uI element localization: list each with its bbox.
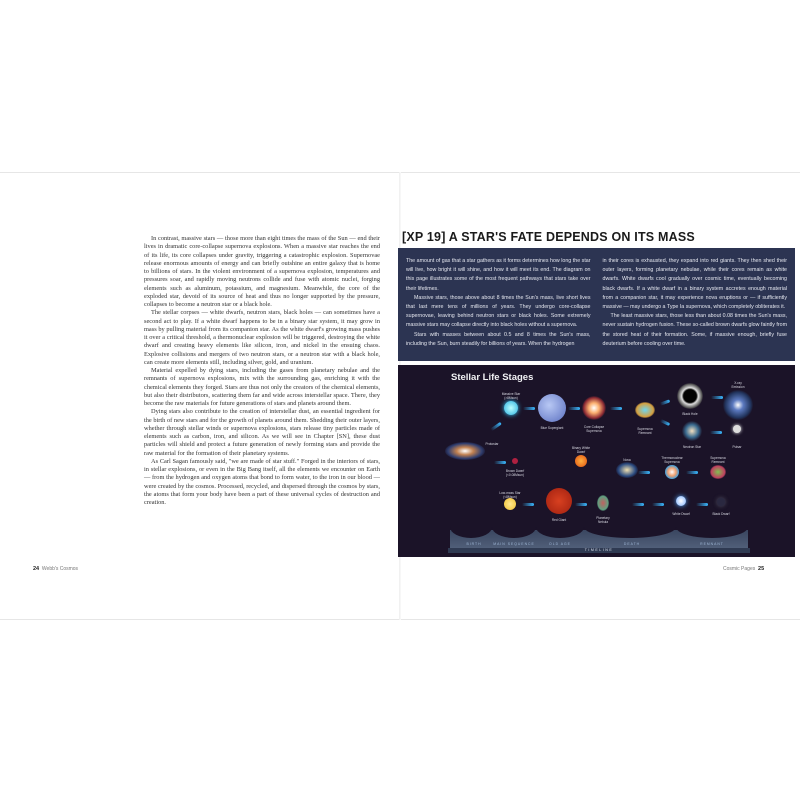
arrow-icon [575,503,587,506]
intro-column-2 [603,257,788,361]
arrow-icon [652,503,664,506]
label-pulsar: Pulsar [732,445,742,449]
arrow-icon [523,407,535,410]
pulsar-icon [733,425,741,433]
arrow-icon [696,503,708,506]
arrow-icon [660,419,670,426]
arrow-icon [490,422,502,431]
timeline-label: TIMELINE [448,548,750,553]
label-brown-dwarf: Brown Dwarf (<0.08Msun) [505,469,525,477]
paragraph: In contrast, massive stars — those more than eight times the mass of the Sun — end their lives in dramatic core-collapse supernova explosions. When a massive star reaches the end of its life, its core collapses under gravity, triggering a catastrophic explosion. Supernovae release enormous amounts of energy and can briefly outshine an entire galaxy that is home to billions of stars. In the violent environment of a supernova explosion, temperatures and pressures soar, and rapidly moving neutrons collide and fuse with atomic nuclei, forging elements such as aluminum, potassium, and magnesium. Meanwhile, the core of the exploded star, devoid of its source of heat and thus no longer supported by the pressure, collapses to become a neutron star or a black hole. [144,235,380,308]
arrow-icon [610,407,622,410]
stage-main-sequence: MAIN SEQUENCE [493,542,535,546]
label-supernova-remnant: Supernova Remnant [637,427,653,435]
label-supernova-remnant-2: Supernova Remnant [710,456,726,464]
massive-star-icon [504,401,518,415]
stage-old-age: OLD AGE [549,542,571,546]
nova-icon [616,462,638,478]
stage-remnant: REMNANT [700,542,724,546]
paragraph: in their cores is exhausted, they expand into red giants. They then shed their outer layers, forming planetary nebulae, while their cores remain as white dwarfs. White dwarfs cool gradually over cosmic time, eventually becoming black dwarfs. If a white dwarf in a binary system accretes enough material from a companion star, it may experience nova eruptions or — if sufficiently massive — may undergo a Type Ia supernova, which completely obliterates it. [602,258,787,311]
band-arc [492,516,536,538]
arrow-icon [638,471,650,474]
stellar-life-stages-infographic [398,365,795,557]
page-number: 25 [758,566,765,572]
arrow-icon [494,461,506,464]
paragraph: Dying stars also contribute to the creation of interstellar dust, an essential ingredient for the birth of new stars and for the growth of planets around them. Shedding their outer layers, whether through stellar winds or supernova explosions, stars release tiny particles made of elements such as carbon, iron, and silicon. As we will see in Chapter [SN], these dust particles will shield and protect a future generation of newly forming stars and provide the raw material for the formation of their planetary systems. [144,408,380,457]
page-number: 24 [33,566,40,572]
white-dwarf-icon [676,496,686,506]
arrow-icon [660,399,670,405]
label-white-dwarf: White Dwarf [672,512,690,516]
black-hole-icon [677,383,703,409]
low-mass-star-icon [504,498,516,510]
blue-supergiant-icon [538,394,566,422]
band-arc [450,516,492,538]
paragraph: The least massive stars, those less than about 0.08 times the Sun's mass, never sustain hydrogen fusion. These so-called brown dwarfs glow faintly from the stored heat of their formation. Some, if massive enough, briefly fuse deuterium before cooling over time. [602,313,787,347]
intro-column-1 [406,257,591,361]
binary-white-dwarf-icon [575,455,587,467]
supernova-remnant-2-icon [710,465,726,479]
label-blue-supergiant: Blue Supergiant [540,426,564,430]
arrow-icon [711,396,723,399]
supernova-remnant-icon [635,402,655,418]
page-title: [XP 19] A STAR'S FATE DEPENDS ON ITS MASS [402,230,695,244]
paragraph: Massive stars, those above about 8 times the Sun's mass, live short lives that last mere tens of millions of years. They undergo core-collapse supernovae, leaving behind neutron stars or black holes. Some extremely massive stars may collapse directly into black holes without a supernova. [406,294,591,329]
right-folio [723,566,764,572]
stage-birth: BIRTH [466,542,482,546]
arrow-icon [710,431,722,434]
planetary-nebula-icon [597,495,609,511]
left-folio [33,566,78,572]
black-dwarf-icon [717,498,725,506]
label-neutron-star: Neutron Star [682,445,702,449]
label-massive-star: Massive Star (>8Msun) [501,392,521,400]
intro-box [398,248,795,361]
label-nova: Nova [623,458,631,462]
arrow-icon [522,503,534,506]
label-black-dwarf: Black Dwarf [712,512,730,516]
arrow-icon [632,503,644,506]
band-arc [676,516,748,538]
label-xray-emission: X-ray Emission [731,381,745,389]
label-thermonuclear-supernova: Thermonuclear Supernova [661,456,683,464]
paragraph: Stars with masses between about 0.5 and 8 times the Sun's mass, including the Sun, burn steadily for billions of years. When the hydrogen [406,331,591,347]
paragraph: Material expelled by dying stars, including the gases from planetary nebulae and the remnants of supernova explosions, mix with the surrounding gas, enriching it with the chemical elements they forged. Stars are thus not only the creators of the chemical elements, but also their distributors, scattering them far and wide across interstellar space. There, they become the raw materials for future generations of stars and planets around them. [144,367,380,407]
label-core-collapse-supernova: Core Collapse Supernova [583,425,605,433]
red-giant-icon [546,488,572,514]
thermonuclear-supernova-icon [665,465,679,479]
paragraph: As Carl Sagan famously said, "we are made of star stuff." Forged in the interiors of stars, in stellar explosions, or even in the Big Bang itself, all the elements we encounter on Earth — from the hydrogen and oxygen atoms that bond to form water, to the iron in our blood — were created by the cosmos. Processed, recycled, and dispersed through the cosmos by stars, the atoms that form your body have been a part of these universal cycles of destruction and creation. [144,457,380,506]
label-red-giant: Red Giant [551,518,567,522]
running-title: Webb's Cosmos [41,566,79,572]
stage-death: DEATH [623,542,641,546]
label-binary-white-dwarf: Binary White Dwarf [571,446,591,454]
left-page-body [144,235,380,507]
running-title: Cosmic Pages [723,566,756,572]
brown-dwarf-icon [512,458,518,464]
label-planetary-nebula: Planetary Nebula [596,516,610,524]
label-low-mass-star: Low-mass Star (<8Msun) [499,491,521,499]
paragraph: The amount of gas that a star gathers as it forms determines how long the star will live, how bright it will shine, and how it will meet its end. The diagram on this page illustrates some of the most frequent pathways that stars take over their lifetimes. [406,258,591,292]
arrow-icon [686,471,698,474]
paragraph: The stellar corpses — white dwarfs, neutron stars, black holes — can sometimes have a second act to play. If a white dwarf happens to be in a binary star system, it may grow in mass by pulling material from its companion star. As the white dwarf's growing mass pushes it over a critical threshold, a thermonuclear explosion will be triggered, destroying the white dwarf and creating heavy elements like silicon, iron, and nickel in the ensuing chaos. Explosive collisions and mergers of two neutron stars, or a neutron star with a black hole, can create more elements still, including silver, gold, and uranium. [144,309,380,366]
xray-emission-icon [723,390,753,420]
infographic-title: Stellar Life Stages [451,372,534,383]
label-protostar: Protostar [485,442,499,446]
core-collapse-supernova-icon [582,396,606,420]
arrow-icon [568,407,580,410]
neutron-star-icon [682,421,702,441]
label-black-hole: Black Hole [682,412,698,416]
